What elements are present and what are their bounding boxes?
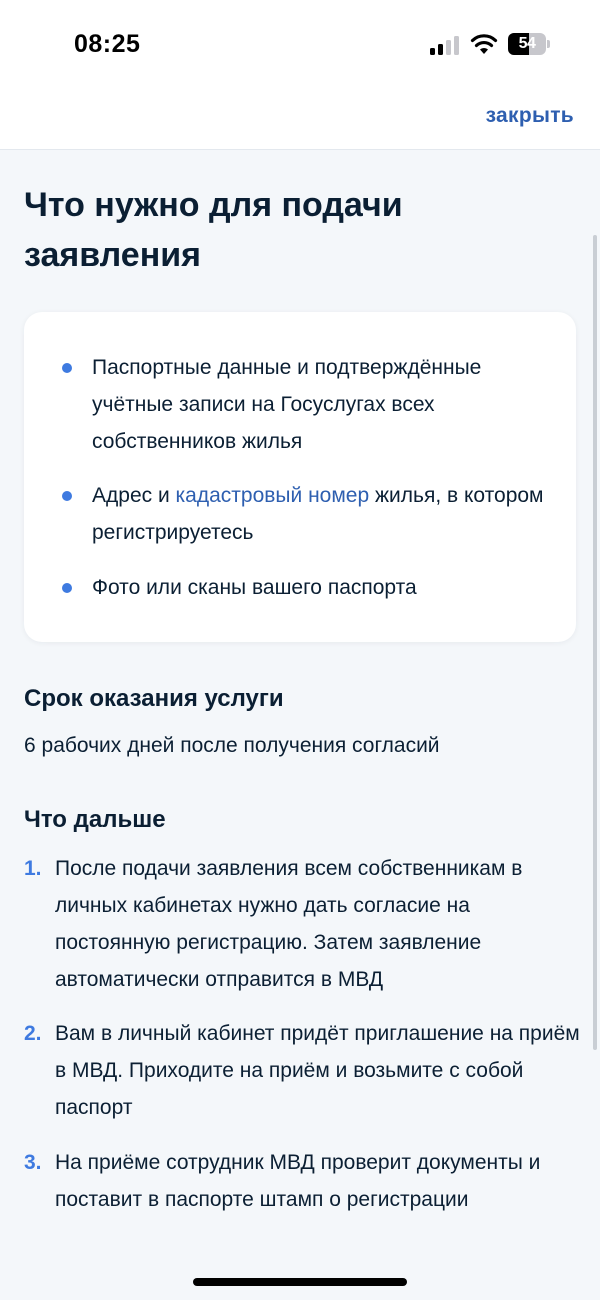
close-button[interactable]: закрыть [485,104,574,127]
battery-level: 54 [518,35,536,52]
bullet-icon [62,491,72,501]
bullet-icon [62,583,72,593]
battery-icon [508,33,546,55]
service-term-text: 6 рабочих дней после получения согласий [24,734,440,757]
wifi-icon [470,33,498,55]
cadastral-number-link[interactable]: кадастровый номер [175,484,370,507]
requirement-text: Паспортные данные и подтверждённые учётные записи на Госуслугах всех собственников жилья [92,356,482,453]
requirement-text [92,477,552,551]
home-indicator[interactable] [193,1278,407,1286]
requirement-text: Фото или сканы вашего паспорта [92,576,417,599]
step-number: 3. [24,1151,42,1174]
scrollbar[interactable] [593,235,597,1050]
status-time: 08:25 [74,30,141,58]
step-number: 2. [24,1022,42,1045]
step-text: Вам в личный кабинет придёт приглашение на приём в МВД. Приходите на приём и возьмите с собой паспорт [55,1022,580,1119]
requirement-text-after: жилья, в котором регистрируетесь [92,484,544,544]
header [0,90,600,150]
requirements-card [24,312,576,642]
step-number: 1. [24,857,42,880]
step-text: После подачи заявления всем собственникам в личных кабинетах нужно дать согласие на постоянную регистрацию. Затем заявление автоматически отправится в МВД [55,857,523,991]
status-bar [0,0,600,90]
battery-tip [547,40,550,48]
next-steps-title: Что дальше [24,806,166,833]
bullet-icon [62,363,72,373]
requirement-text-before: Адрес и [92,484,176,507]
page-title: Что нужно для подачи заявления [24,186,403,274]
step-text: На приёме сотрудник МВД проверит документы и поставит в паспорте штамп о регистрации [55,1151,541,1211]
cellular-signal-icon [430,35,462,55]
service-term-title: Срок оказания услуги [24,685,284,712]
